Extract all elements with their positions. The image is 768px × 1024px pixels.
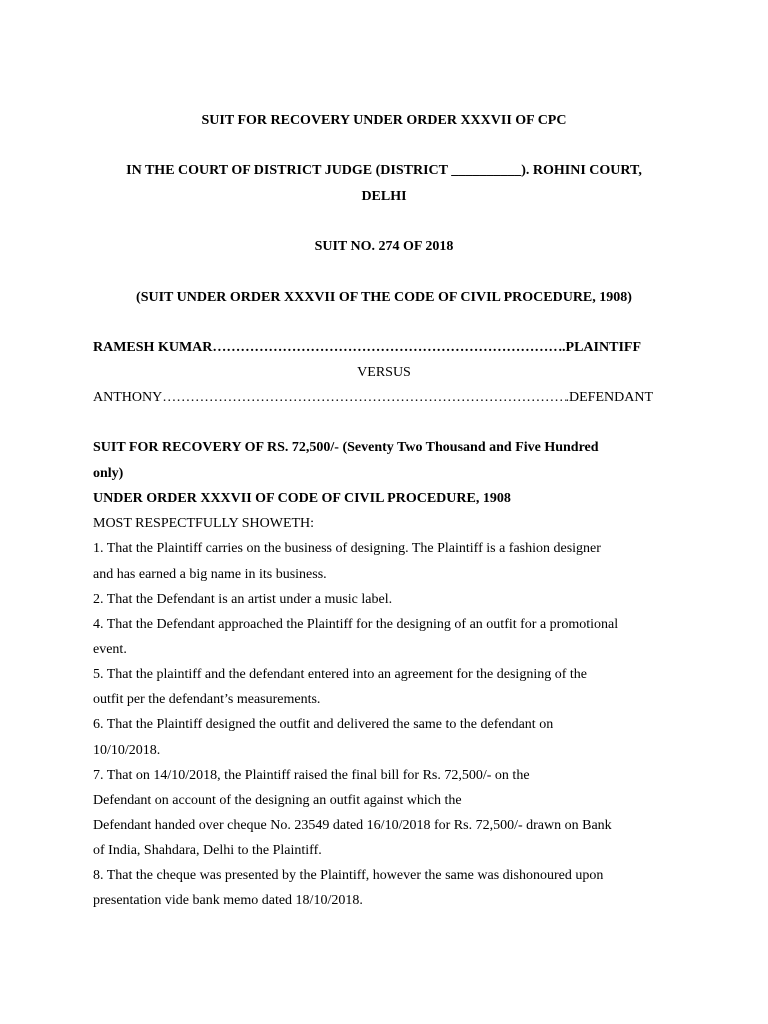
paragraph-line: outfit per the defendant’s measurements. [93,692,321,707]
subject-line-1: SUIT FOR RECOVERY OF RS. 72,500/- (Seventy Two Thousand and Five Hundred [93,440,599,455]
defendant-line [93,388,653,408]
paragraph-line: 5. That the plaintiff and the defendant entered into an agreement for the designing of the [93,667,587,682]
plaintiff-name: RAMESH KUMAR [93,340,213,355]
paragraph-line: 1. That the Plaintiff carries on the business of designing. The Plaintiff is a fashion designer [93,541,601,556]
plaintiff-line [93,338,641,358]
paragraph-line: 6. That the Plaintiff designed the outfit and delivered the same to the defendant on [93,717,554,732]
paragraph-line: 7. That on 14/10/2018, the Plaintiff raised the final bill for Rs. 72,500/- on the [93,768,530,783]
paragraph-line: 10/10/2018. [93,743,161,758]
paragraph-line: Defendant on account of the designing an outfit against which the [93,793,462,808]
paragraph-line: event. [93,642,127,657]
court-line-1: IN THE COURT OF DISTRICT JUDGE (DISTRICT __________). ROHINI COURT, [126,163,642,178]
paragraph-line: Defendant handed over cheque No. 23549 dated 16/10/2018 for Rs. 72,500/- drawn on Bank [93,818,612,833]
paragraph-line: 8. That the cheque was presented by the Plaintiff, however the same was dishonoured upon [93,868,604,883]
showeth-heading: MOST RESPECTFULLY SHOWETH: [93,516,315,531]
document-title: SUIT FOR RECOVERY UNDER ORDER XXXVII OF CPC [201,113,567,128]
dot-leader [162,388,565,408]
order-subtitle: (SUIT UNDER ORDER XXXVII OF THE CODE OF CIVIL PROCEDURE, 1908) [136,290,632,305]
paragraph-line: of India, Shahdara, Delhi to the Plaintiff. [93,843,322,858]
paragraph-line: 2. That the Defendant is an artist under a music label. [93,592,393,607]
subject-line-2: only) [93,466,124,481]
subject-line-3: UNDER ORDER XXXVII OF CODE OF CIVIL PROCEDURE, 1908 [93,491,511,506]
versus-label: VERSUS [357,365,411,380]
paragraph-line: presentation vide bank memo dated 18/10/2018. [93,893,363,908]
suit-number: SUIT NO. 274 OF 2018 [314,239,454,254]
paragraph-line: 4. That the Defendant approached the Plaintiff for the designing of an outfit for a promotional [93,617,619,632]
paragraph-line: and has earned a big name in its business. [93,567,327,582]
court-line-2: DELHI [361,189,407,204]
defendant-role: .DEFENDANT [565,390,653,405]
defendant-name: ANTHONY [93,390,163,405]
dot-leader [212,338,558,358]
plaintiff-role: ..PLAINTIFF [558,340,641,355]
